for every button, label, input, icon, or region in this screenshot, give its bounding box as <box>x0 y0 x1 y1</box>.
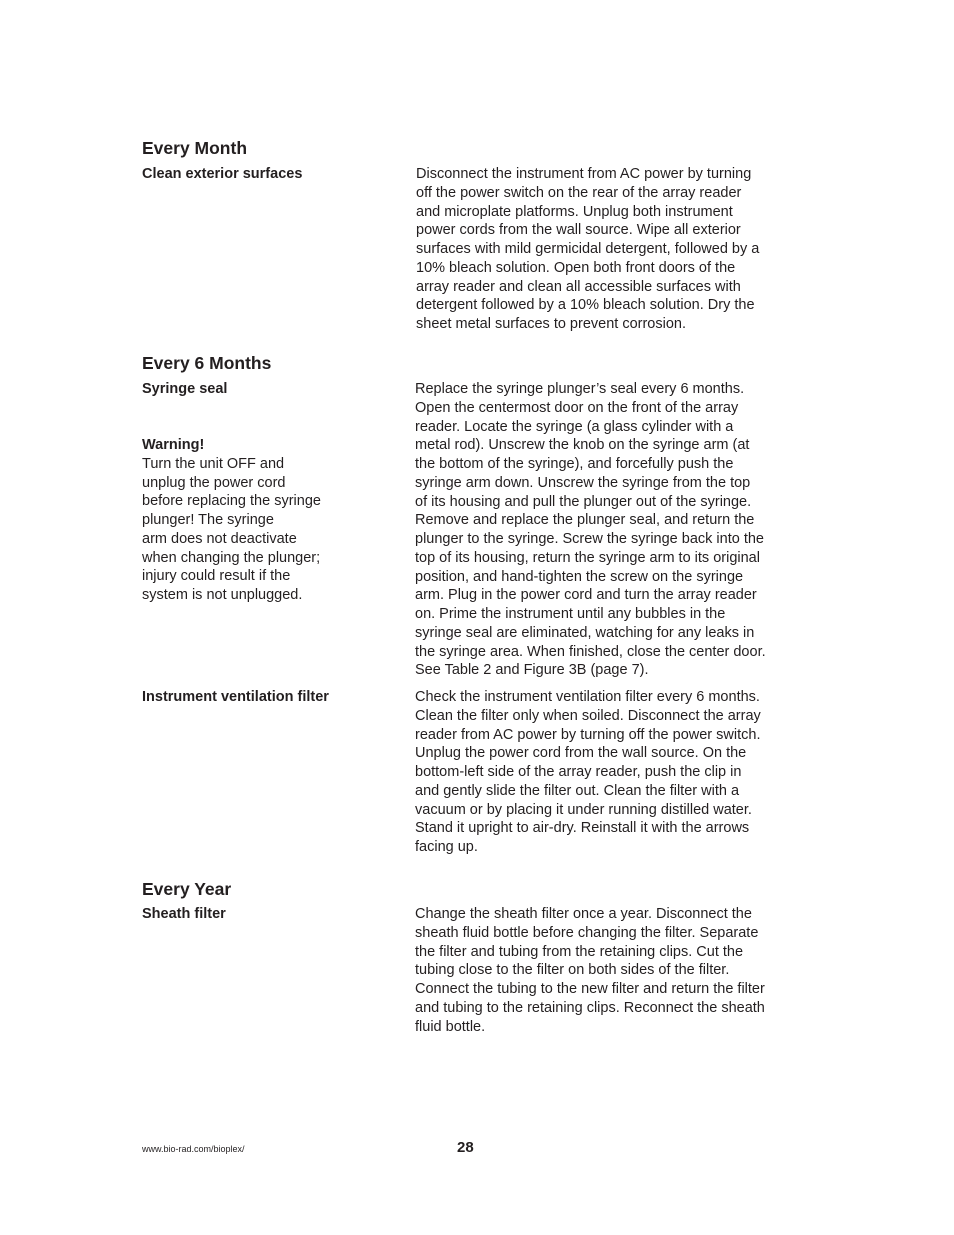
section-heading-every-month: Every Month <box>142 138 248 158</box>
footer-url: www.bio-rad.com/bioplex/ <box>142 1144 245 1154</box>
section-heading-every-year: Every Year <box>142 879 232 899</box>
warning-text: Turn the unit OFF and unplug the power cord before replacing the syringe plunger! The syringe arm does not deactivate when changing the plunger; injury could result if the system is not unplugged. <box>142 455 321 603</box>
item-label-instrument-ventilation-filter: Instrument ventilation filter <box>142 689 329 705</box>
item-text-syringe-seal: Replace the syringe plunger’s seal every 6 months. Open the centermost door on the front of the array reader. Locate the syringe (a glass cylinder with a metal rod). Unscrew the knob on the syringe arm (at the bottom of the syringe), and forcefully push the syringe arm down. Unscrew the syringe from the top of its housing and pull the plunger out of the syringe. Remove and replace the plunger seal, and return the plunger to the syringe. Screw the syringe back into the top of its housing, return the syringe arm to its original position, and hand-tighten the screw on the syringe arm. Plug in the power cord and turn the array reader on. Prime the instrument until any bubbles in the syringe seal are eliminated, watching for any leaks in the syringe area. When finished, close the center door. See Table 2 and Figure 3B (page 7). <box>415 381 766 679</box>
warning-note <box>142 436 342 605</box>
item-text-sheath-filter: Change the sheath filter once a year. Disconnect the sheath fluid bottle before changing the filter. Separate the filter and tubing from the retaining clips. Cut the tubing close to the filter on both sides of the filter. Connect the tubing to the new filter and return the filter and tubing to the retaining clips. Reconnect the sheath fluid bottle. <box>415 906 765 1035</box>
item-text-clean-exterior-surfaces: Disconnect the instrument from AC power by turning off the power switch on the rear of the array reader and microplate platforms. Unplug both instrument power cords from the wall source. Wipe all exterior surfaces with mild germicidal detergent, followed by a 10% bleach solution. Open both front doors of the array reader and clean all accessible surfaces with detergent followed by a 10% bleach solution. Dry the sheet metal surfaces to prevent corrosion. <box>416 166 760 332</box>
item-label-clean-exterior-surfaces: Clean exterior surfaces <box>142 166 303 182</box>
item-label-sheath-filter: Sheath filter <box>142 906 226 922</box>
section-heading-every-6-months: Every 6 Months <box>142 353 272 373</box>
item-text-instrument-ventilation-filter: Check the instrument ventilation filter every 6 months. Clean the filter only when soiled. Disconnect the array reader from AC power by turning off the power switch. Unplug the power cord from the wall source. On the bottom-left side of the array reader, push the clip in and gently slide the filter out. Clean the filter with a vacuum or by placing it under running distilled water. Stand it upright to air-dry. Reinstall it with the arrows facing up. <box>415 689 761 855</box>
warning-title: Warning! <box>142 437 205 453</box>
item-label-syringe-seal: Syringe seal <box>142 381 228 397</box>
page-number: 28 <box>457 1139 474 1156</box>
